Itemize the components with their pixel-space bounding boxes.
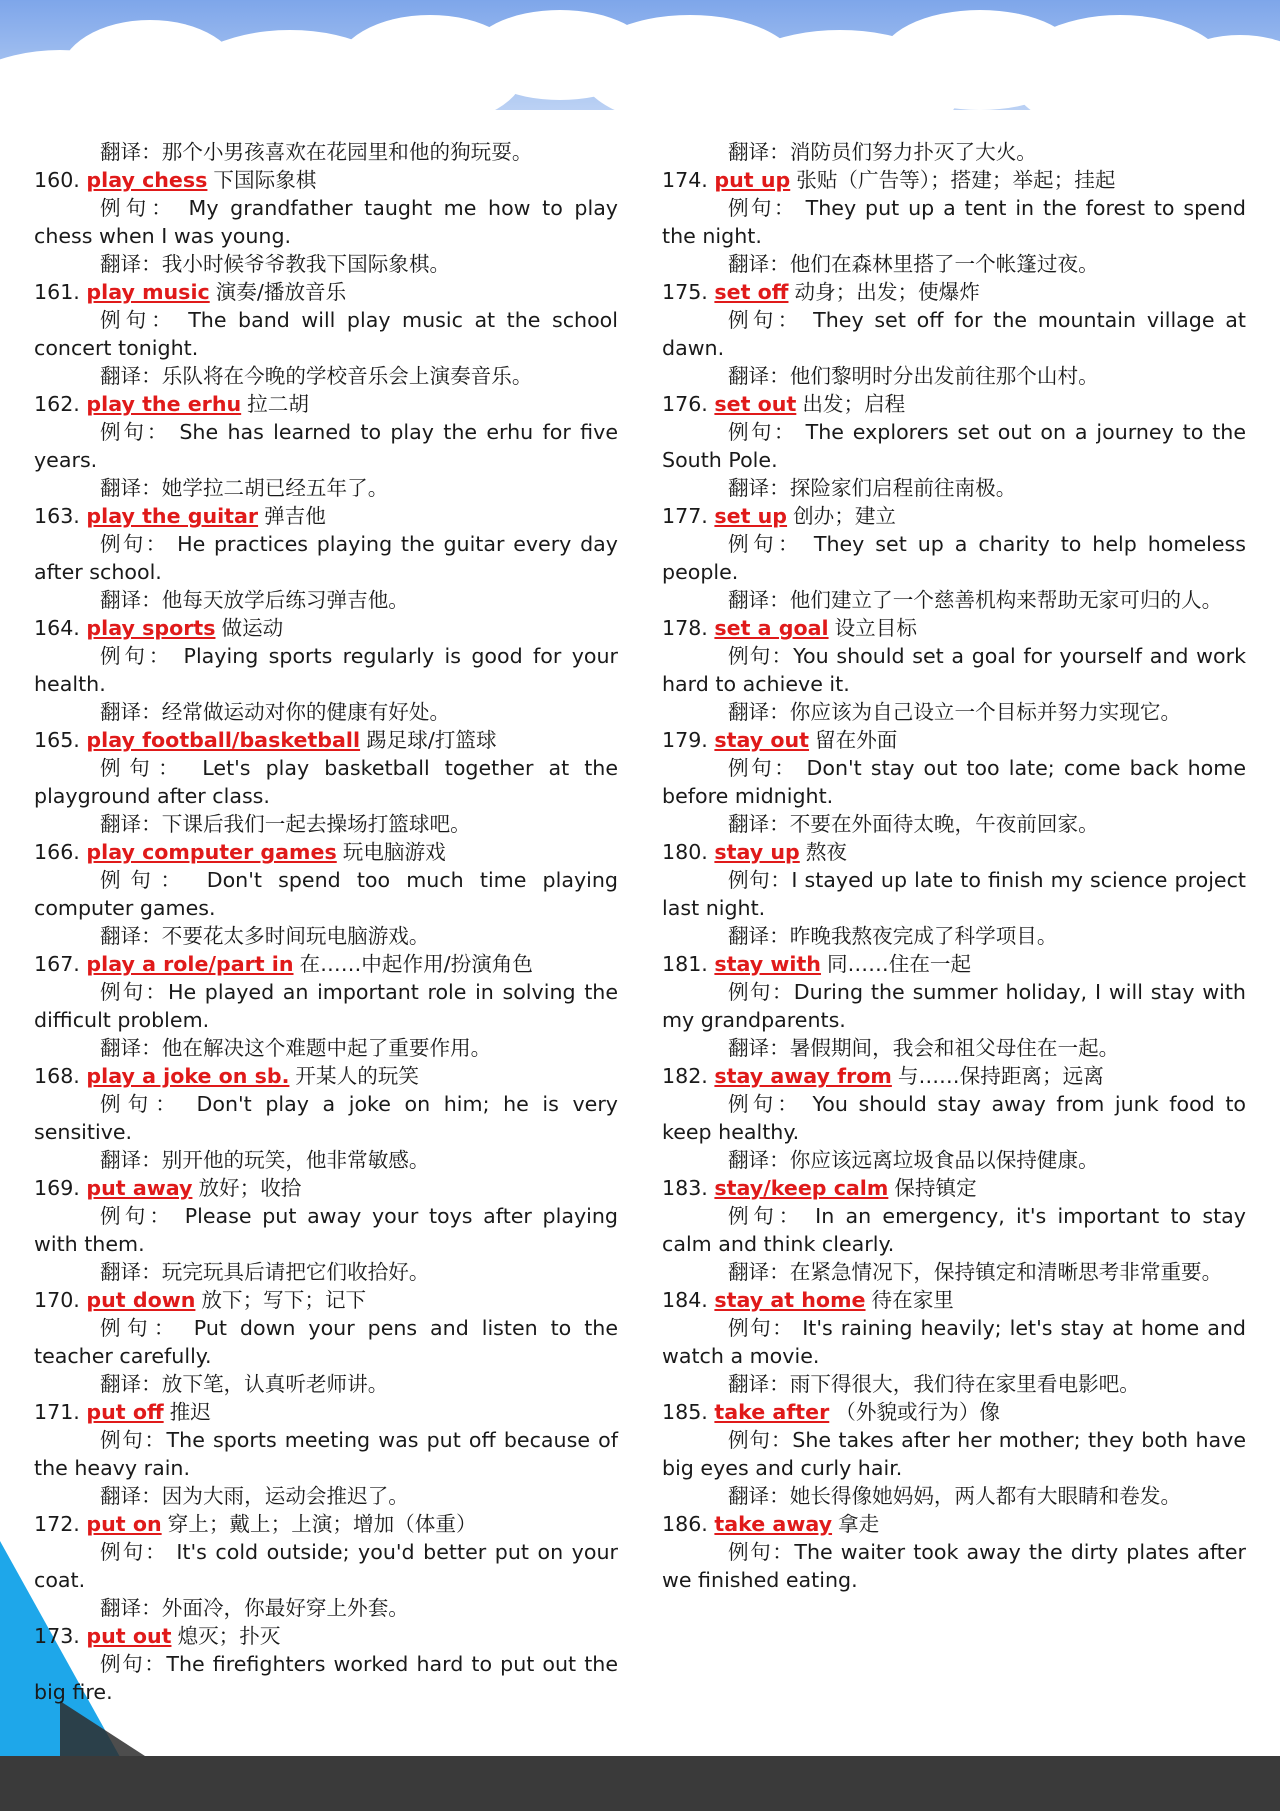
phrase-term: play a joke on sb. <box>86 1064 290 1088</box>
entry-heading <box>34 838 618 866</box>
example-sentence: 例句： Let's play basketball together at the playground after class. <box>34 756 618 808</box>
phrase-entry <box>34 950 618 1062</box>
phrase-meaning: 做运动 <box>221 616 284 640</box>
entry-number: 166. <box>34 840 80 864</box>
phrase-entry <box>662 1062 1246 1174</box>
phrase-meaning: 创办；建立 <box>793 504 897 528</box>
entry-number: 164. <box>34 616 80 640</box>
left-column <box>34 138 618 1738</box>
entry-heading <box>34 390 618 418</box>
entry-heading <box>662 1062 1246 1090</box>
phrase-term: stay away from <box>714 1064 892 1088</box>
entry-heading <box>662 950 1246 978</box>
phrase-entry <box>662 502 1246 614</box>
phrase-entry <box>34 278 618 390</box>
phrase-entry <box>662 1510 1246 1594</box>
example-sentence: 例句： Put down your pens and listen to the teacher carefully. <box>34 1316 618 1368</box>
translation: 翻译：探险家们启程前往南极。 <box>728 476 1017 500</box>
phrase-entry <box>662 1398 1246 1510</box>
example-sentence: 例句： She has learned to play the erhu for five years. <box>34 420 618 472</box>
entry-heading <box>662 1174 1246 1202</box>
example-sentence: 例句： They set up a charity to help homeless people. <box>662 532 1246 584</box>
example-sentence: 例句： They put up a tent in the forest to spend the night. <box>662 196 1246 248</box>
entry-number: 177. <box>662 504 708 528</box>
phrase-term: put off <box>86 1400 164 1424</box>
example-sentence: 例句： Don't play a joke on him; he is very sensitive. <box>34 1092 618 1144</box>
phrase-meaning: 同……住在一起 <box>826 952 972 976</box>
phrase-term: put down <box>86 1288 196 1312</box>
entry-number: 180. <box>662 840 708 864</box>
phrase-entry <box>34 838 618 950</box>
header-clouds <box>0 0 1280 135</box>
phrase-meaning: 留在外面 <box>815 728 898 752</box>
lead-translation: 翻译：消防员们努力扑灭了大火。 <box>728 140 1037 164</box>
entry-heading <box>34 950 618 978</box>
phrase-term: play the guitar <box>86 504 259 528</box>
example-sentence: 例句： The band will play music at the school concert tonight. <box>34 308 618 360</box>
translation: 翻译：不要花太多时间玩电脑游戏。 <box>100 924 430 948</box>
example-sentence: 例句： My grandfather taught me how to play chess when I was young. <box>34 196 618 248</box>
phrase-meaning: 与……保持距离；远离 <box>897 1064 1104 1088</box>
phrase-meaning: 推迟 <box>169 1400 211 1424</box>
phrase-meaning: 拉二胡 <box>247 392 309 416</box>
translation: 翻译：外面冷，你最好穿上外套。 <box>100 1596 409 1620</box>
phrase-entry <box>34 1286 618 1398</box>
example-sentence: 例句： Don't stay out too late; come back home before midnight. <box>662 756 1246 808</box>
translation: 翻译：暑假期间，我会和祖父母住在一起。 <box>728 1036 1120 1060</box>
phrase-meaning: 穿上；戴上；上演；增加（体重） <box>167 1512 477 1536</box>
example-sentence: 例句：During the summer holiday, I will stay with my grandparents. <box>662 980 1246 1032</box>
translation: 翻译：你应该为自己设立一个目标并努力实现它。 <box>728 700 1182 724</box>
example-sentence: 例句： Playing sports regularly is good for your health. <box>34 644 618 696</box>
entry-number: 183. <box>662 1176 708 1200</box>
entry-number: 172. <box>34 1512 80 1536</box>
phrase-meaning: 拿走 <box>838 1512 880 1536</box>
entry-number: 173. <box>34 1624 80 1648</box>
translation: 翻译：他每天放学后练习弹吉他。 <box>100 588 409 612</box>
phrase-term: play a role/part in <box>86 952 294 976</box>
entry-heading <box>34 166 618 194</box>
translation: 翻译：他们在森林里搭了一个帐篷过夜。 <box>728 252 1099 276</box>
entry-number: 162. <box>34 392 80 416</box>
example-sentence: 例句：I stayed up late to finish my science project last night. <box>662 868 1246 920</box>
phrase-entry <box>34 1174 618 1286</box>
example-sentence: 例句：The sports meeting was put off because of the heavy rain. <box>34 1428 618 1480</box>
phrase-entry <box>662 950 1246 1062</box>
entry-heading <box>662 614 1246 642</box>
example-sentence: 例句： The explorers set out on a journey to the South Pole. <box>662 420 1246 472</box>
entry-number: 184. <box>662 1288 708 1312</box>
entry-heading <box>34 1622 618 1650</box>
phrase-meaning: 动身；出发；使爆炸 <box>794 280 980 304</box>
translation: 翻译：他在解决这个难题中起了重要作用。 <box>100 1036 492 1060</box>
translation: 翻译：他们建立了一个慈善机构来帮助无家可归的人。 <box>728 588 1223 612</box>
entry-number: 165. <box>34 728 80 752</box>
phrase-term: play football/basketball <box>86 728 361 752</box>
example-sentence: 例句： It's raining heavily; let's stay at home and watch a movie. <box>662 1316 1246 1368</box>
phrase-term: stay out <box>714 728 810 752</box>
entry-heading <box>662 278 1246 306</box>
translation: 翻译：因为大雨，运动会推迟了。 <box>100 1484 409 1508</box>
entry-heading <box>34 278 618 306</box>
phrase-term: stay with <box>714 952 821 976</box>
footer-bar <box>0 1756 1280 1811</box>
phrase-meaning: 出发；启程 <box>802 392 906 416</box>
example-sentence: 例句： They set off for the mountain village at dawn. <box>662 308 1246 360</box>
entry-heading <box>34 1398 618 1426</box>
phrase-entry <box>662 614 1246 726</box>
phrase-meaning: 熄灭；扑灭 <box>177 1624 281 1648</box>
entry-number: 181. <box>662 952 708 976</box>
translation: 翻译：经常做运动对你的健康有好处。 <box>100 700 451 724</box>
example-sentence: 例句：The waiter took away the dirty plates after we finished eating. <box>662 1540 1246 1592</box>
entry-number: 171. <box>34 1400 80 1424</box>
phrase-meaning: 待在家里 <box>871 1288 954 1312</box>
translation: 翻译：不要在外面待太晚，午夜前回家。 <box>728 812 1099 836</box>
phrase-entry <box>34 502 618 614</box>
translation: 翻译：下课后我们一起去操场打篮球吧。 <box>100 812 471 836</box>
phrase-term: set out <box>714 392 797 416</box>
phrase-term: stay/keep calm <box>714 1176 889 1200</box>
phrase-meaning: 放好；收拾 <box>198 1176 302 1200</box>
phrase-term: play music <box>86 280 210 304</box>
phrase-entry <box>34 726 618 838</box>
phrase-meaning: 保持镇定 <box>894 1176 977 1200</box>
translation: 翻译：我小时候爷爷教我下国际象棋。 <box>100 252 451 276</box>
phrase-entry <box>662 278 1246 390</box>
phrase-meaning: （外貌或行为）像 <box>835 1400 1001 1424</box>
phrase-term: play the erhu <box>86 392 242 416</box>
entry-heading <box>662 1510 1246 1538</box>
phrase-entry <box>34 1398 618 1510</box>
entry-heading <box>34 1286 618 1314</box>
entry-heading <box>34 1062 618 1090</box>
translation: 翻译：乐队将在今晚的学校音乐会上演奏音乐。 <box>100 364 533 388</box>
example-sentence: 例句：She takes after her mother; they both have big eyes and curly hair. <box>662 1428 1246 1480</box>
phrase-entry <box>662 838 1246 950</box>
entry-heading <box>662 390 1246 418</box>
phrase-entry <box>34 1062 618 1174</box>
phrase-meaning: 设立目标 <box>834 616 917 640</box>
entry-number: 186. <box>662 1512 708 1536</box>
example-sentence: 例句： Don't spend too much time playing computer games. <box>34 868 618 920</box>
translation: 翻译：在紧急情况下，保持镇定和清晰思考非常重要。 <box>728 1260 1223 1284</box>
example-sentence: 例句： It's cold outside; you'd better put on your coat. <box>34 1540 618 1592</box>
entry-number: 167. <box>34 952 80 976</box>
entry-number: 163. <box>34 504 80 528</box>
translation: 翻译：他们黎明时分出发前往那个山村。 <box>728 364 1099 388</box>
translation: 翻译：昨晚我熬夜完成了科学项目。 <box>728 924 1058 948</box>
entry-heading <box>34 614 618 642</box>
right-entries <box>662 166 1246 1594</box>
phrase-meaning: 开某人的玩笑 <box>295 1064 419 1088</box>
translation: 翻译：她学拉二胡已经五年了。 <box>100 476 389 500</box>
entry-heading <box>662 1398 1246 1426</box>
phrase-term: take away <box>714 1512 833 1536</box>
example-sentence: 例句： Please put away your toys after playing with them. <box>34 1204 618 1256</box>
lead-translation: 翻译：那个小男孩喜欢在花园里和他的狗玩耍。 <box>100 140 533 164</box>
phrase-entry <box>34 390 618 502</box>
example-sentence: 例句： In an emergency, it's important to stay calm and think clearly. <box>662 1204 1246 1256</box>
phrase-term: put up <box>714 168 791 192</box>
phrase-term: put away <box>86 1176 193 1200</box>
translation: 翻译：雨下得很大，我们待在家里看电影吧。 <box>728 1372 1140 1396</box>
phrase-entry <box>662 390 1246 502</box>
phrase-term: set up <box>714 504 788 528</box>
entry-heading <box>34 1174 618 1202</box>
left-entries <box>34 166 618 1706</box>
phrase-meaning: 演奏/播放音乐 <box>215 280 347 304</box>
phrase-entry <box>34 1622 618 1706</box>
phrase-term: put on <box>86 1512 162 1536</box>
entry-number: 168. <box>34 1064 80 1088</box>
phrase-term: stay at home <box>714 1288 866 1312</box>
translation: 翻译：你应该远离垃圾食品以保持健康。 <box>728 1148 1099 1172</box>
content-columns <box>34 138 1246 1738</box>
entry-number: 174. <box>662 168 708 192</box>
example-sentence: 例句：The firefighters worked hard to put out the big fire. <box>34 1652 618 1704</box>
phrase-entry <box>34 614 618 726</box>
entry-number: 182. <box>662 1064 708 1088</box>
example-sentence: 例句：You should set a goal for yourself and work hard to achieve it. <box>662 644 1246 696</box>
translation: 翻译：放下笔，认真听老师讲。 <box>100 1372 389 1396</box>
example-sentence: 例句： You should stay away from junk food to keep healthy. <box>662 1092 1246 1144</box>
phrase-entry <box>662 1286 1246 1398</box>
entry-heading <box>34 1510 618 1538</box>
phrase-meaning: 下国际象棋 <box>213 168 317 192</box>
phrase-entry <box>34 1510 618 1622</box>
phrase-entry <box>34 166 618 278</box>
phrase-term: play sports <box>86 616 216 640</box>
phrase-meaning: 踢足球/打篮球 <box>366 728 497 752</box>
entry-heading <box>662 726 1246 754</box>
phrase-term: take after <box>714 1400 830 1424</box>
translation: 翻译：玩完玩具后请把它们收拾好。 <box>100 1260 430 1284</box>
phrase-term: set a goal <box>714 616 829 640</box>
phrase-entry <box>662 726 1246 838</box>
entry-number: 179. <box>662 728 708 752</box>
example-sentence: 例句： He practices playing the guitar every day after school. <box>34 532 618 584</box>
entry-number: 169. <box>34 1176 80 1200</box>
phrase-meaning: 弹吉他 <box>264 504 326 528</box>
phrase-meaning: 张贴（广告等）；搭建；举起；挂起 <box>796 168 1116 192</box>
translation: 翻译：别开他的玩笑，他非常敏感。 <box>100 1148 430 1172</box>
phrase-term: play chess <box>86 168 208 192</box>
entry-number: 176. <box>662 392 708 416</box>
translation: 翻译：她长得像她妈妈，两人都有大眼睛和卷发。 <box>728 1484 1182 1508</box>
phrase-entry <box>662 1174 1246 1286</box>
entry-number: 170. <box>34 1288 80 1312</box>
entry-heading <box>662 502 1246 530</box>
entry-heading <box>662 166 1246 194</box>
entry-heading <box>34 502 618 530</box>
phrase-meaning: 在……中起作用/扮演角色 <box>299 952 533 976</box>
entry-number: 161. <box>34 280 80 304</box>
entry-number: 175. <box>662 280 708 304</box>
example-sentence: 例句：He played an important role in solving the difficult problem. <box>34 980 618 1032</box>
entry-heading <box>662 838 1246 866</box>
entry-number: 185. <box>662 1400 708 1424</box>
phrase-term: play computer games <box>86 840 337 864</box>
entry-heading <box>34 726 618 754</box>
entry-number: 160. <box>34 168 80 192</box>
entry-number: 178. <box>662 616 708 640</box>
phrase-meaning: 玩电脑游戏 <box>342 840 446 864</box>
phrase-meaning: 放下；写下；记下 <box>201 1288 367 1312</box>
phrase-term: set off <box>714 280 789 304</box>
phrase-meaning: 熬夜 <box>805 840 847 864</box>
right-column <box>662 138 1246 1738</box>
entry-heading <box>662 1286 1246 1314</box>
phrase-entry <box>662 166 1246 278</box>
phrase-term: put out <box>86 1624 172 1648</box>
phrase-term: stay up <box>714 840 800 864</box>
